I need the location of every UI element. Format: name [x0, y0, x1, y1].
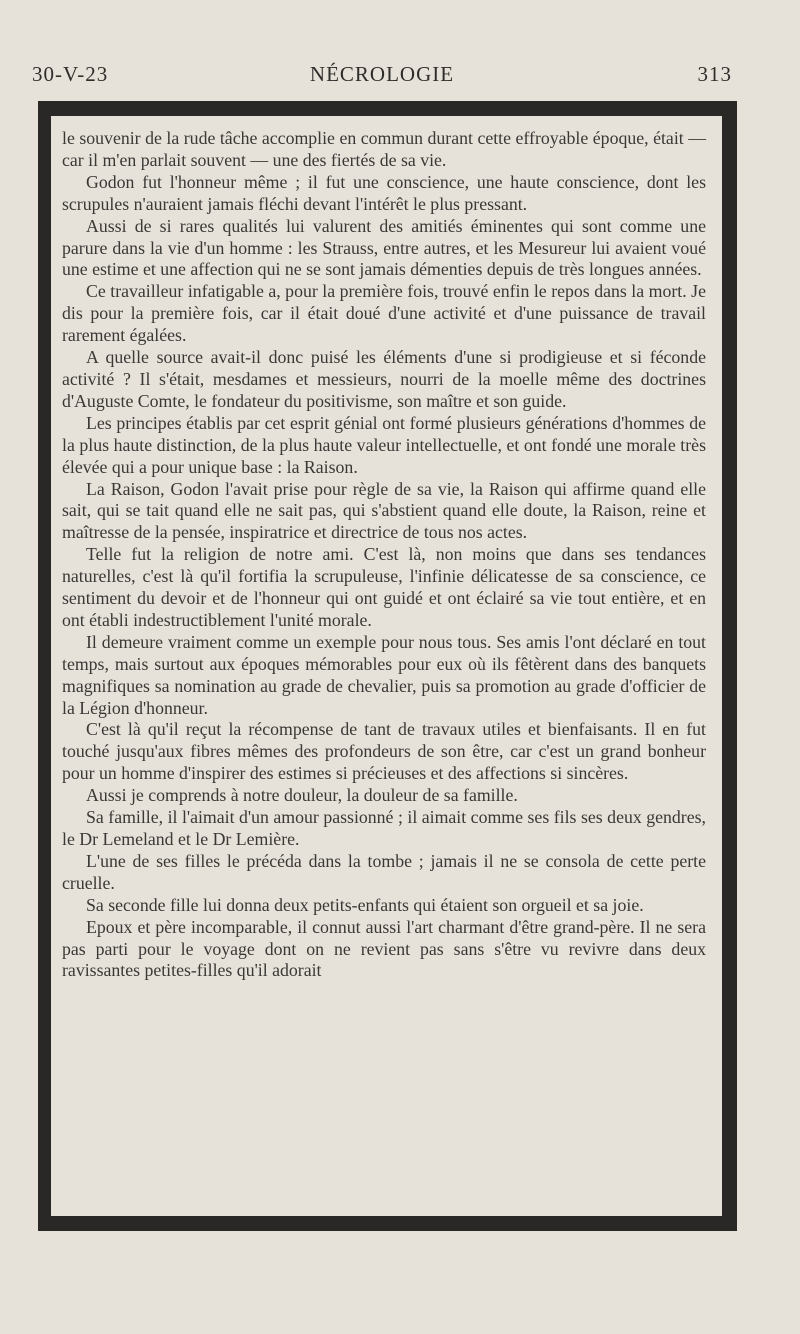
paragraph: Ce travailleur infatigable a, pour la première fois, trouvé enfin le repos dans la mort. Je dis pour la première fois, car il était doué d'une activité et d'une puissance de travail rarement égalées.	[62, 281, 706, 346]
paragraph: A quelle source avait-il donc puisé les éléments d'une si prodigieuse et si féconde activité ? Il s'était, mesdames et messieurs, nourri de la moelle même des doctrines d'Auguste Comte, le fondateur du positivisme, son maître et son guide.	[62, 347, 706, 411]
paragraph: C'est là qu'il reçut la récompense de tant de travaux utiles et bienfaisants. Il en fut touché jusqu'aux fibres mêmes des profondeurs de son être, car c'est un grand bonheur pour un homme d'inspirer des estimes si précieuses et des affections si sincères.	[62, 719, 706, 784]
paragraph: Telle fut la religion de notre ami. C'est là, non moins que dans ses tendances naturelles, c'est là qu'il fortifia la scrupuleuse, l'infinie délicatesse de sa conscience, ce sentiment du devoir et de l'honneur qui ont guidé et ont éclairé sa vie tout entière, et en ont établi indestructiblement l'unité morale.	[62, 544, 706, 630]
paragraph: Sa famille, il l'aimait d'un amour passionné ; il aimait comme ses fils ses deux gendres, le Dr Lemeland et le Dr Lemière.	[62, 807, 706, 849]
header-date: 30-V-23	[32, 62, 109, 86]
paragraph: L'une de ses filles le précéda dans la tombe ; jamais il ne se consola de cette perte cruelle.	[62, 850, 706, 893]
paragraph: le souvenir de la rude tâche accomplie en commun durant cette effroyable époque, était — car il m'en parlait souvent — une des fiertés de sa vie.	[62, 128, 706, 170]
paragraph: Sa seconde fille lui donna deux petits-enfants qui étaient son orgueil et sa joie.	[86, 894, 644, 915]
paragraph: Les principes établis par cet esprit génial ont formé plusieurs générations d'hommes de la plus haute distinction, de la plus haute valeur intellectuelle, et ont fondé une morale très élevée qui a pour unique base : la Raison.	[62, 412, 706, 477]
paragraph: Aussi je comprends à notre douleur, la douleur de sa famille.	[86, 785, 518, 806]
page-number: 313	[697, 62, 732, 86]
paragraph: Aussi de si rares qualités lui valurent des amitiés éminentes qui sont comme une parure dans la vie d'un homme : les Strauss, entre autres, et les Mesureur lui avaient voué une estime et une affection qui ne se sont jamais démenties depuis de très longues années.	[62, 215, 706, 280]
paragraph: Il demeure vraiment comme un exemple pour nous tous. Ses amis l'ont déclaré en tout temps, mais surtout aux époques mémorables pour eux où ils fêtèrent dans des banquets magnifiques sa nomination au grade de chevalier, puis sa promotion au grade d'officier de la Légion d'honneur.	[62, 631, 706, 718]
paragraph: La Raison, Godon l'avait prise pour règle de sa vie, la Raison qui affirme quand elle sait, qui se tait quand elle ne sait pas, qui s'abstient quand elle doute, la Raison, reine et maîtresse de la pensée, inspiratrice et directrice de tous nos actes.	[62, 478, 706, 543]
running-header	[32, 62, 732, 90]
header-section-title: NÉCROLOGIE	[309, 62, 455, 86]
obituary-text	[62, 128, 706, 982]
paragraph: Epoux et père incomparable, il connut aussi l'art charmant d'être grand-père. Il ne sera pas parti pour le voyage dont on ne revient pas sans s'être vu revivre dans deux ravissantes petites-filles qu'il adorait	[62, 916, 706, 981]
paragraph: Godon fut l'honneur même ; il fut une conscience, une haute conscience, dont les scrupules n'auraient jamais fléchi devant l'intérêt le plus pressant.	[62, 171, 706, 214]
